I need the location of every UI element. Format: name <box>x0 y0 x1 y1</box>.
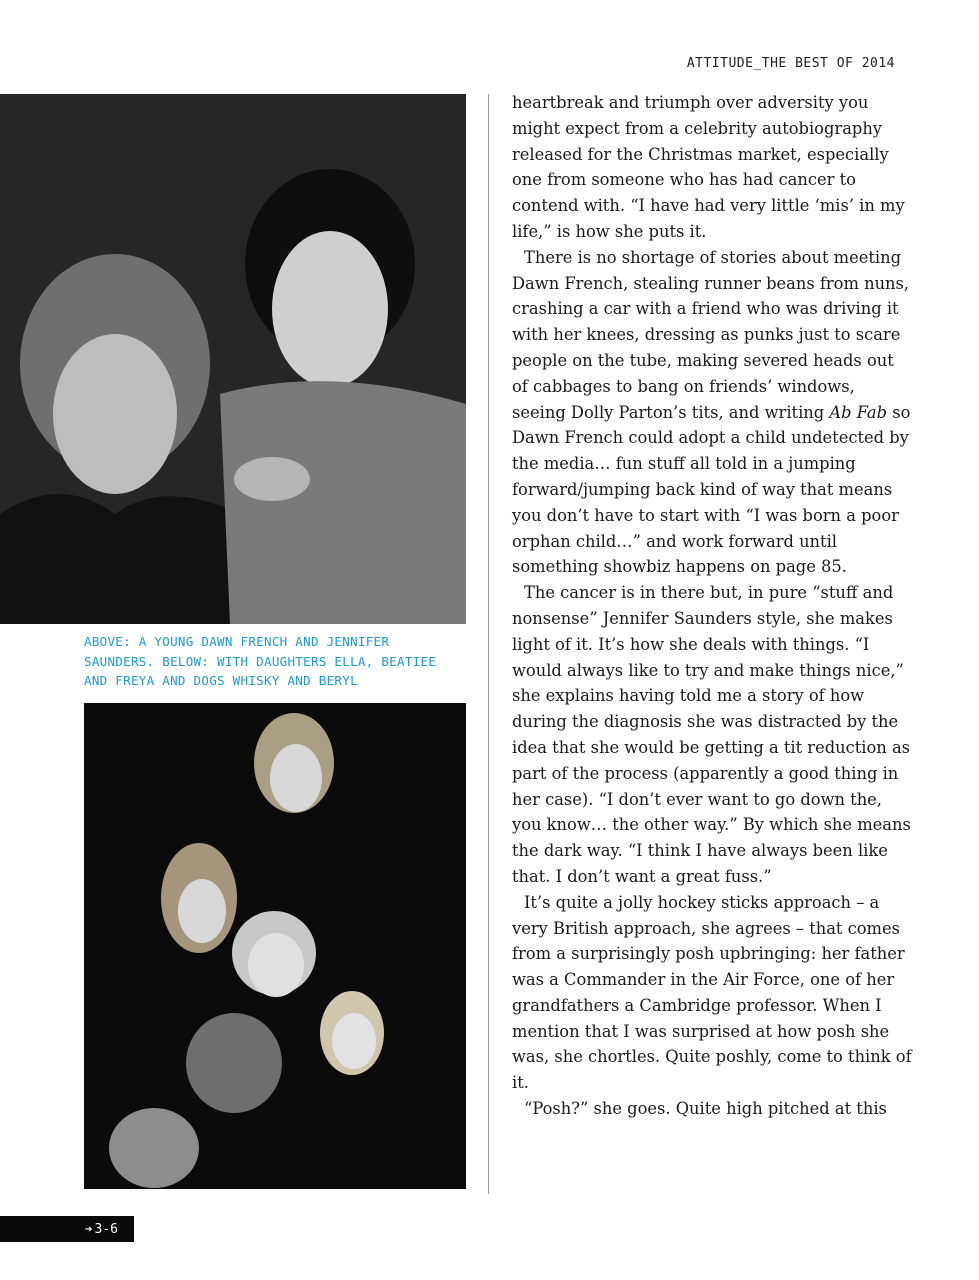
article-text: so Dawn French could adopt a child undetected by the media… fun stuff all told in a jumping forward/jumping back kind of way that means you don’t have to start with “I was born a poor orphan child…” and work forward until something showbiz happens on page 85. <box>512 402 911 577</box>
article-paragraph: heartbreak and triumph over adversity you might expect from a celebrity autobiography released for the Christmas market, especially one from someone who has had cancer to contend with. “I have had very little ‘mis’ in my life,” is how she puts it. <box>512 93 905 241</box>
article-paragraph: It’s quite a jolly hockey sticks approach – a very British approach, she agrees – that comes from a surprisingly posh upbringing: her father was a Commander in the Air Force, one of her grandfathers a Cambridge professor. When I mention that I was surprised at how posh she was, she chortles. Quite poshly, come to think of it. <box>512 892 912 1093</box>
article-paragraph <box>512 245 912 580</box>
photo-caption: ABOVE: A YOUNG DAWN FRENCH AND JENNIFER SAUNDERS. BELOW: WITH DAUGHTERS ELLA, BEATIEE AND FREYA AND DOGS WHISKY AND BERYL <box>84 634 437 688</box>
page-number: 3-6 <box>94 1221 118 1237</box>
page-number-tab <box>0 1216 134 1242</box>
photo-dawn-french-jennifer-saunders <box>0 94 466 624</box>
column-rule <box>488 94 489 1194</box>
photo-icon <box>84 703 466 1189</box>
arrow-right-icon: ➔ <box>84 1221 93 1237</box>
photo-family-portrait <box>84 703 466 1189</box>
article-text: There is no shortage of stories about meeting Dawn French, stealing runner beans from nuns, crashing a car with a friend who was driving it with her knees, dressing as punks just to scare people on the tube, making severed heads out of cabbages to bang on friends’ windows, seeing Dolly Parton’s tits, and writing <box>512 247 910 422</box>
article-paragraph: The cancer is in there but, in pure “stuff and nonsense” Jennifer Saunders style, she makes light of it. It’s how she deals with things. “I would always like to try and make things nice,” she explains having told me a story of how during the diagnosis she was distracted by the idea that she would be getting a tit reduction as part of the process (apparently a good thing in her case). “I don’t ever want to go down the, you know… the other way.” By which she means the dark way. “I think I have always been like that. I don’t want a great fuss.” <box>512 583 911 886</box>
article-body <box>512 90 912 1122</box>
article-paragraph: “Posh?” she goes. Quite high pitched at this <box>524 1099 887 1119</box>
running-head: ATTITUDE_THE BEST OF 2014 <box>686 56 895 71</box>
article-italic-title: Ab Fab <box>829 402 888 422</box>
photo-icon <box>0 94 466 624</box>
